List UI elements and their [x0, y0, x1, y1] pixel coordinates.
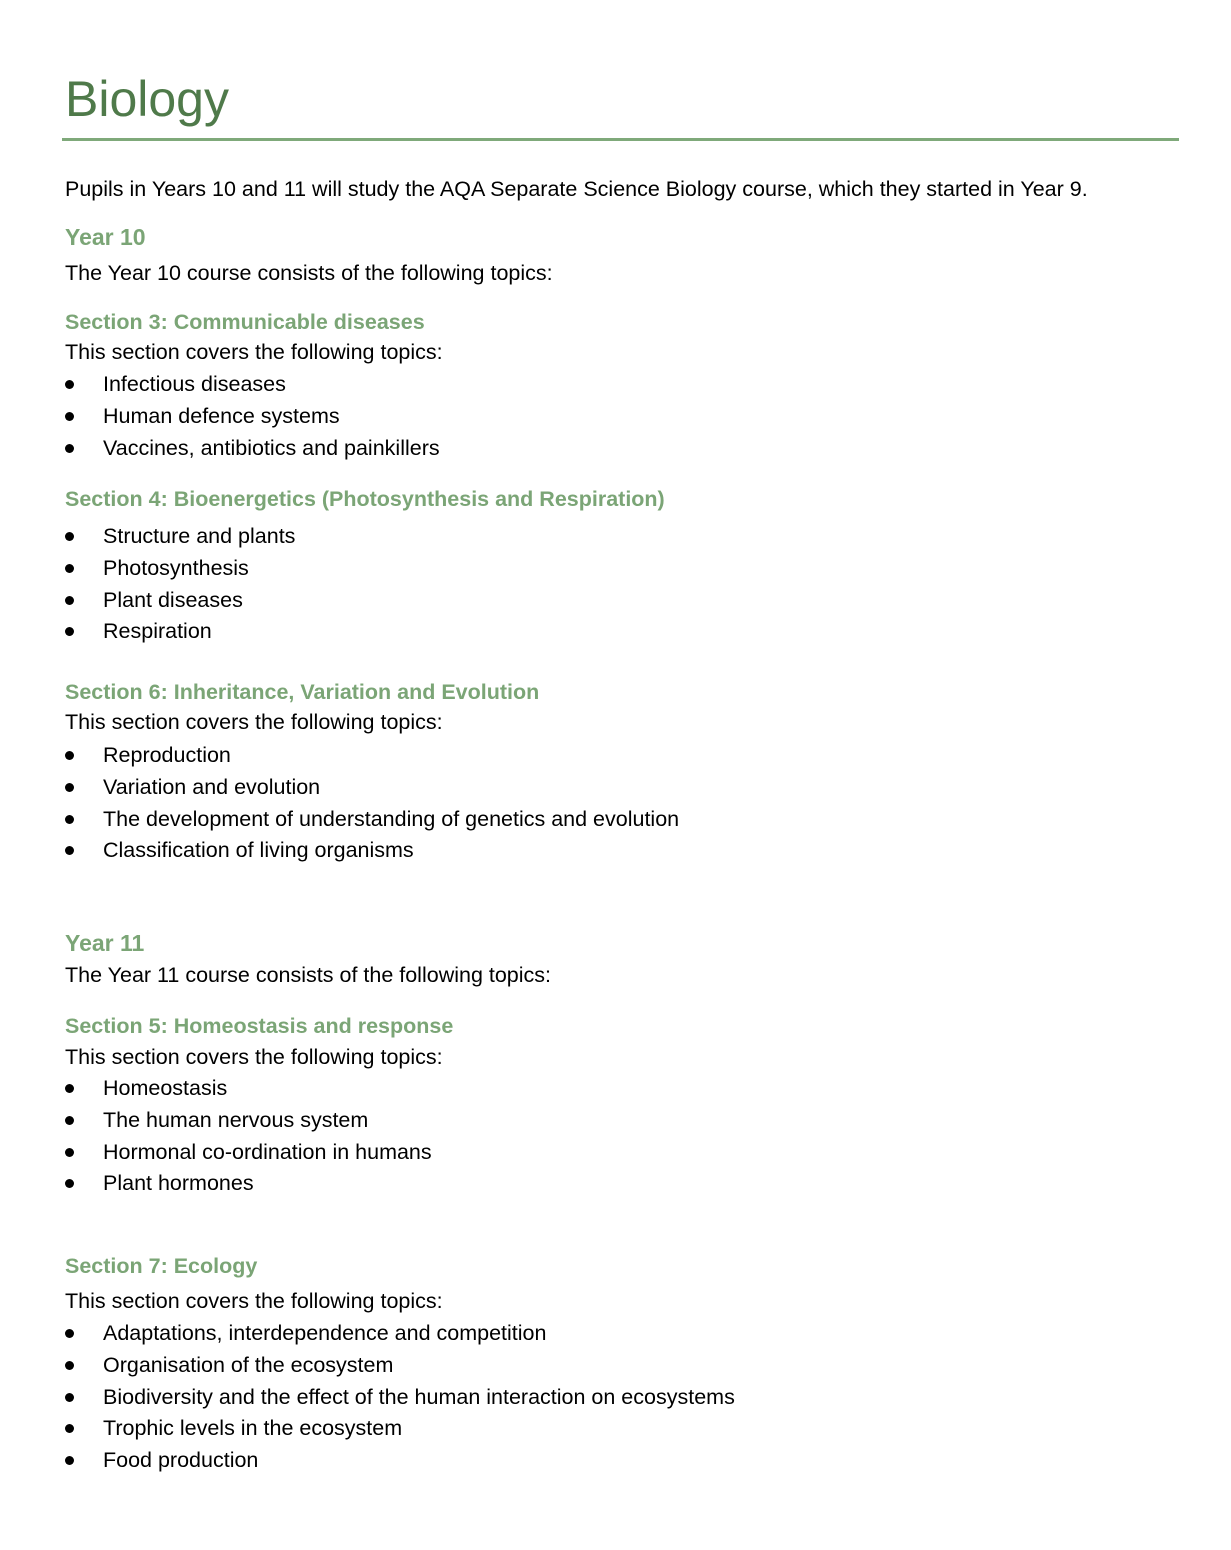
year11-description: The Year 11 course consists of the following topics:: [65, 963, 552, 987]
list-item: [65, 741, 679, 773]
title-underline-divider: [62, 138, 1179, 141]
list-item: [65, 617, 295, 649]
year11-heading: Year 11: [65, 930, 145, 956]
list-item: [65, 1169, 432, 1201]
list-item-text: Plant diseases: [103, 587, 243, 612]
section6-intro: This section covers the following topics:: [65, 710, 443, 734]
list-item-text: Variation and evolution: [103, 774, 321, 799]
list-item: [65, 554, 295, 586]
list-item: [65, 805, 679, 837]
bullet-icon: [65, 1116, 74, 1125]
section5-intro: This section covers the following topics:: [65, 1045, 443, 1069]
bullet-icon: [65, 1329, 74, 1338]
bullet-icon: [65, 1424, 74, 1433]
list-item: [65, 1319, 735, 1351]
section6-topic-list: [65, 741, 679, 868]
list-item-text: Vaccines, antibiotics and painkillers: [103, 435, 440, 460]
bullet-icon: [65, 751, 74, 760]
bullet-icon: [65, 412, 74, 421]
list-item: [65, 836, 679, 868]
bullet-icon: [65, 444, 74, 453]
bullet-icon: [65, 1084, 74, 1093]
list-item: [65, 1106, 432, 1138]
list-item-text: Human defence systems: [103, 403, 340, 428]
list-item: [65, 402, 440, 434]
bullet-icon: [65, 815, 74, 824]
page-title: Biology: [65, 71, 229, 127]
list-item: [65, 370, 440, 402]
intro-paragraph: Pupils in Years 10 and 11 will study the AQA Separate Science Biology course, which they started in Year 9.: [65, 177, 1088, 201]
bullet-icon: [65, 1393, 74, 1402]
list-item-text: Adaptations, interdependence and competition: [103, 1321, 547, 1345]
section3-intro: This section covers the following topics:: [65, 340, 443, 364]
list-item: [65, 1446, 735, 1478]
bullet-icon: [65, 846, 74, 855]
bullet-icon: [65, 1179, 74, 1188]
list-item: [65, 1383, 735, 1415]
bullet-icon: [65, 596, 74, 605]
bullet-icon: [65, 1148, 74, 1157]
section5-topic-list: [65, 1074, 432, 1201]
list-item-text: Classification of living organisms: [103, 838, 414, 863]
list-item-text: Biodiversity and the effect of the human interaction on ecosystems: [103, 1384, 735, 1409]
list-item-text: Respiration: [103, 619, 212, 644]
list-item-text: The human nervous system: [103, 1107, 369, 1132]
bullet-icon: [65, 532, 74, 541]
list-item-text: Plant hormones: [103, 1171, 254, 1196]
list-item-text: Reproduction: [103, 743, 231, 767]
list-item: [65, 1414, 735, 1446]
bullet-icon: [65, 564, 74, 573]
bullet-icon: [65, 783, 74, 792]
section7-topic-list: [65, 1319, 735, 1478]
list-item: [65, 1138, 432, 1170]
list-item-text: Photosynthesis: [103, 555, 249, 580]
list-item: [65, 434, 440, 466]
year10-heading: Year 10: [65, 224, 146, 250]
section4-heading: Section 4: Bioenergetics (Photosynthesis and Respiration): [65, 487, 665, 511]
list-item: [65, 586, 295, 618]
list-item-text: Food production: [103, 1448, 259, 1473]
list-item: [65, 773, 679, 805]
list-item: [65, 1074, 432, 1106]
list-item-text: Structure and plants: [103, 524, 296, 548]
year10-description: The Year 10 course consists of the following topics:: [65, 261, 553, 285]
list-item-text: Hormonal co-ordination in humans: [103, 1139, 432, 1164]
list-item-text: Infectious diseases: [103, 372, 286, 396]
list-item: [65, 522, 295, 554]
list-item-text: The development of understanding of genetics and evolution: [103, 806, 680, 831]
section4-topic-list: [65, 522, 295, 649]
list-item-text: Organisation of the ecosystem: [103, 1352, 394, 1377]
list-item: [65, 1351, 735, 1383]
section3-topic-list: [65, 370, 440, 465]
list-item-text: Trophic levels in the ecosystem: [103, 1416, 403, 1441]
section6-heading: Section 6: Inheritance, Variation and Evolution: [65, 680, 540, 704]
section7-intro: This section covers the following topics:: [65, 1289, 443, 1313]
section3-heading: Section 3: Communicable diseases: [65, 310, 425, 334]
list-item-text: Homeostasis: [103, 1076, 228, 1100]
section5-heading: Section 5: Homeostasis and response: [65, 1014, 454, 1038]
section7-heading: Section 7: Ecology: [65, 1254, 258, 1278]
bullet-icon: [65, 1361, 74, 1370]
bullet-icon: [65, 1456, 74, 1465]
bullet-icon: [65, 380, 74, 389]
bullet-icon: [65, 627, 74, 636]
